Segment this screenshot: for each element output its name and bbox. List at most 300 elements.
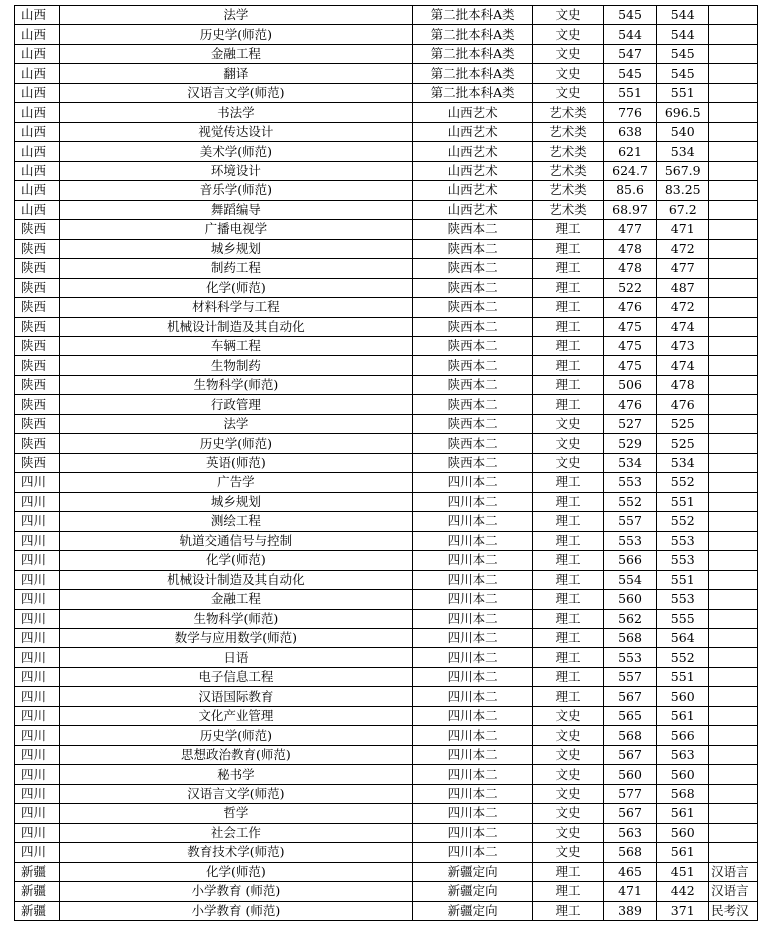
- max-score-cell: 527: [603, 414, 657, 433]
- major-cell: 汉语国际教育: [59, 687, 412, 706]
- province-cell: 四川: [15, 667, 60, 686]
- table-row: [15, 531, 758, 550]
- category-cell: 理工: [533, 220, 603, 239]
- batch-cell: 山西艺术: [412, 161, 532, 180]
- note-cell: [709, 765, 758, 784]
- note-cell: [709, 181, 758, 200]
- note-cell: [709, 220, 758, 239]
- batch-cell: 陕西本二: [412, 298, 532, 317]
- batch-cell: 山西艺术: [412, 122, 532, 141]
- major-cell: 行政管理: [59, 395, 412, 414]
- major-cell: 城乡规划: [59, 492, 412, 511]
- min-score-cell: 471: [657, 220, 709, 239]
- province-cell: 陕西: [15, 278, 60, 297]
- max-score-cell: 621: [603, 142, 657, 161]
- min-score-cell: 564: [657, 629, 709, 648]
- max-score-cell: 534: [603, 453, 657, 472]
- max-score-cell: 478: [603, 239, 657, 258]
- batch-cell: 新疆定向: [412, 862, 532, 881]
- min-score-cell: 563: [657, 745, 709, 764]
- province-cell: 新疆: [15, 901, 60, 920]
- batch-cell: 陕西本二: [412, 336, 532, 355]
- min-score-cell: 561: [657, 804, 709, 823]
- province-cell: 四川: [15, 784, 60, 803]
- category-cell: 文史: [533, 64, 603, 83]
- batch-cell: 陕西本二: [412, 414, 532, 433]
- category-cell: 文史: [533, 44, 603, 63]
- table-row: [15, 336, 758, 355]
- category-cell: 文史: [533, 823, 603, 842]
- category-cell: 文史: [533, 784, 603, 803]
- note-cell: [709, 551, 758, 570]
- max-score-cell: 568: [603, 843, 657, 862]
- max-score-cell: 475: [603, 356, 657, 375]
- table-row: [15, 706, 758, 725]
- max-score-cell: 529: [603, 434, 657, 453]
- note-cell: [709, 667, 758, 686]
- batch-cell: 四川本二: [412, 531, 532, 550]
- note-cell: [709, 590, 758, 609]
- table-row: [15, 122, 758, 141]
- min-score-cell: 553: [657, 590, 709, 609]
- category-cell: 文史: [533, 765, 603, 784]
- min-score-cell: 83.25: [657, 181, 709, 200]
- batch-cell: 陕西本二: [412, 356, 532, 375]
- category-cell: 理工: [533, 492, 603, 511]
- max-score-cell: 554: [603, 570, 657, 589]
- note-cell: [709, 492, 758, 511]
- note-cell: [709, 745, 758, 764]
- min-score-cell: 553: [657, 531, 709, 550]
- note-cell: [709, 784, 758, 803]
- province-cell: 四川: [15, 765, 60, 784]
- category-cell: 理工: [533, 278, 603, 297]
- min-score-cell: 545: [657, 64, 709, 83]
- table-row: [15, 901, 758, 920]
- min-score-cell: 442: [657, 882, 709, 901]
- major-cell: 历史学(师范): [59, 25, 412, 44]
- batch-cell: 四川本二: [412, 726, 532, 745]
- batch-cell: 四川本二: [412, 706, 532, 725]
- table-row: [15, 512, 758, 531]
- max-score-cell: 471: [603, 882, 657, 901]
- min-score-cell: 540: [657, 122, 709, 141]
- major-cell: 思想政治教育(师范): [59, 745, 412, 764]
- batch-cell: 新疆定向: [412, 901, 532, 920]
- max-score-cell: 522: [603, 278, 657, 297]
- table-row: [15, 843, 758, 862]
- category-cell: 理工: [533, 609, 603, 628]
- batch-cell: 山西艺术: [412, 103, 532, 122]
- max-score-cell: 551: [603, 83, 657, 102]
- max-score-cell: 545: [603, 6, 657, 25]
- max-score-cell: 476: [603, 298, 657, 317]
- major-cell: 广播电视学: [59, 220, 412, 239]
- batch-cell: 陕西本二: [412, 375, 532, 394]
- major-cell: 生物科学(师范): [59, 375, 412, 394]
- note-cell: [709, 609, 758, 628]
- min-score-cell: 67.2: [657, 200, 709, 219]
- batch-cell: 四川本二: [412, 492, 532, 511]
- min-score-cell: 551: [657, 492, 709, 511]
- province-cell: 山西: [15, 181, 60, 200]
- min-score-cell: 472: [657, 298, 709, 317]
- table-row: [15, 609, 758, 628]
- batch-cell: 陕西本二: [412, 259, 532, 278]
- max-score-cell: 553: [603, 473, 657, 492]
- table-row: [15, 823, 758, 842]
- max-score-cell: 475: [603, 317, 657, 336]
- batch-cell: 四川本二: [412, 609, 532, 628]
- min-score-cell: 534: [657, 142, 709, 161]
- table-body: [15, 6, 758, 921]
- batch-cell: 陕西本二: [412, 239, 532, 258]
- min-score-cell: 371: [657, 901, 709, 920]
- category-cell: 文史: [533, 843, 603, 862]
- major-cell: 英语(师范): [59, 453, 412, 472]
- batch-cell: 四川本二: [412, 687, 532, 706]
- batch-cell: 四川本二: [412, 745, 532, 764]
- max-score-cell: 567: [603, 687, 657, 706]
- category-cell: 理工: [533, 570, 603, 589]
- province-cell: 陕西: [15, 375, 60, 394]
- province-cell: 陕西: [15, 414, 60, 433]
- category-cell: 文史: [533, 6, 603, 25]
- batch-cell: 新疆定向: [412, 882, 532, 901]
- min-score-cell: 551: [657, 667, 709, 686]
- max-score-cell: 563: [603, 823, 657, 842]
- province-cell: 陕西: [15, 395, 60, 414]
- min-score-cell: 525: [657, 414, 709, 433]
- province-cell: 陕西: [15, 259, 60, 278]
- max-score-cell: 545: [603, 64, 657, 83]
- major-cell: 化学(师范): [59, 862, 412, 881]
- province-cell: 陕西: [15, 220, 60, 239]
- major-cell: 化学(师范): [59, 278, 412, 297]
- min-score-cell: 560: [657, 823, 709, 842]
- major-cell: 视觉传达设计: [59, 122, 412, 141]
- max-score-cell: 577: [603, 784, 657, 803]
- province-cell: 四川: [15, 629, 60, 648]
- major-cell: 生物制药: [59, 356, 412, 375]
- major-cell: 舞蹈编导: [59, 200, 412, 219]
- major-cell: 法学: [59, 6, 412, 25]
- batch-cell: 陕西本二: [412, 434, 532, 453]
- max-score-cell: 562: [603, 609, 657, 628]
- note-cell: [709, 142, 758, 161]
- major-cell: 金融工程: [59, 44, 412, 63]
- max-score-cell: 568: [603, 629, 657, 648]
- max-score-cell: 560: [603, 590, 657, 609]
- province-cell: 山西: [15, 83, 60, 102]
- note-cell: [709, 453, 758, 472]
- note-cell: [709, 629, 758, 648]
- category-cell: 艺术类: [533, 103, 603, 122]
- table-row: [15, 629, 758, 648]
- table-row: [15, 804, 758, 823]
- min-score-cell: 451: [657, 862, 709, 881]
- category-cell: 艺术类: [533, 200, 603, 219]
- table-row: [15, 784, 758, 803]
- table-row: [15, 64, 758, 83]
- category-cell: 艺术类: [533, 142, 603, 161]
- province-cell: 四川: [15, 609, 60, 628]
- major-cell: 化学(师范): [59, 551, 412, 570]
- min-score-cell: 552: [657, 473, 709, 492]
- province-cell: 山西: [15, 103, 60, 122]
- table-row: [15, 453, 758, 472]
- batch-cell: 四川本二: [412, 667, 532, 686]
- note-cell: [709, 200, 758, 219]
- table-row: [15, 726, 758, 745]
- batch-cell: 第二批本科A类: [412, 6, 532, 25]
- major-cell: 环境设计: [59, 161, 412, 180]
- major-cell: 轨道交通信号与控制: [59, 531, 412, 550]
- table-row: [15, 83, 758, 102]
- category-cell: 理工: [533, 882, 603, 901]
- batch-cell: 陕西本二: [412, 220, 532, 239]
- min-score-cell: 545: [657, 44, 709, 63]
- province-cell: 四川: [15, 843, 60, 862]
- batch-cell: 陕西本二: [412, 395, 532, 414]
- category-cell: 文史: [533, 745, 603, 764]
- category-cell: 理工: [533, 862, 603, 881]
- province-cell: 陕西: [15, 317, 60, 336]
- province-cell: 山西: [15, 161, 60, 180]
- min-score-cell: 477: [657, 259, 709, 278]
- major-cell: 广告学: [59, 473, 412, 492]
- table-row: [15, 473, 758, 492]
- note-cell: [709, 804, 758, 823]
- province-cell: 四川: [15, 570, 60, 589]
- major-cell: 车辆工程: [59, 336, 412, 355]
- category-cell: 理工: [533, 551, 603, 570]
- note-cell: [709, 356, 758, 375]
- note-cell: 汉语言: [709, 882, 758, 901]
- note-cell: [709, 161, 758, 180]
- province-cell: 山西: [15, 64, 60, 83]
- batch-cell: 四川本二: [412, 843, 532, 862]
- max-score-cell: 553: [603, 648, 657, 667]
- province-cell: 山西: [15, 44, 60, 63]
- note-cell: 汉语言: [709, 862, 758, 881]
- category-cell: 文史: [533, 726, 603, 745]
- note-cell: 民考汉: [709, 901, 758, 920]
- province-cell: 四川: [15, 823, 60, 842]
- major-cell: 历史学(师范): [59, 726, 412, 745]
- province-cell: 陕西: [15, 453, 60, 472]
- major-cell: 制药工程: [59, 259, 412, 278]
- category-cell: 理工: [533, 687, 603, 706]
- min-score-cell: 478: [657, 375, 709, 394]
- province-cell: 四川: [15, 726, 60, 745]
- max-score-cell: 624.7: [603, 161, 657, 180]
- note-cell: [709, 843, 758, 862]
- max-score-cell: 567: [603, 804, 657, 823]
- table-row: [15, 395, 758, 414]
- major-cell: 材料科学与工程: [59, 298, 412, 317]
- batch-cell: 四川本二: [412, 823, 532, 842]
- batch-cell: 山西艺术: [412, 181, 532, 200]
- table-row: [15, 44, 758, 63]
- min-score-cell: 566: [657, 726, 709, 745]
- table-row: [15, 25, 758, 44]
- max-score-cell: 568: [603, 726, 657, 745]
- category-cell: 艺术类: [533, 122, 603, 141]
- category-cell: 理工: [533, 901, 603, 920]
- category-cell: 文史: [533, 434, 603, 453]
- min-score-cell: 568: [657, 784, 709, 803]
- note-cell: [709, 531, 758, 550]
- table-row: [15, 200, 758, 219]
- note-cell: [709, 103, 758, 122]
- min-score-cell: 560: [657, 687, 709, 706]
- major-cell: 汉语言文学(师范): [59, 83, 412, 102]
- note-cell: [709, 278, 758, 297]
- max-score-cell: 565: [603, 706, 657, 725]
- province-cell: 四川: [15, 706, 60, 725]
- table-row: [15, 590, 758, 609]
- note-cell: [709, 6, 758, 25]
- category-cell: 理工: [533, 239, 603, 258]
- note-cell: [709, 648, 758, 667]
- table-row: [15, 356, 758, 375]
- province-cell: 四川: [15, 745, 60, 764]
- table-row: [15, 298, 758, 317]
- table-row: [15, 648, 758, 667]
- major-cell: 音乐学(师范): [59, 181, 412, 200]
- batch-cell: 陕西本二: [412, 317, 532, 336]
- category-cell: 理工: [533, 629, 603, 648]
- table-row: [15, 259, 758, 278]
- max-score-cell: 465: [603, 862, 657, 881]
- province-cell: 四川: [15, 492, 60, 511]
- max-score-cell: 560: [603, 765, 657, 784]
- province-cell: 四川: [15, 804, 60, 823]
- table-row: [15, 220, 758, 239]
- min-score-cell: 473: [657, 336, 709, 355]
- major-cell: 文化产业管理: [59, 706, 412, 725]
- major-cell: 日语: [59, 648, 412, 667]
- note-cell: [709, 64, 758, 83]
- min-score-cell: 555: [657, 609, 709, 628]
- min-score-cell: 552: [657, 512, 709, 531]
- major-cell: 测绘工程: [59, 512, 412, 531]
- province-cell: 新疆: [15, 882, 60, 901]
- province-cell: 新疆: [15, 862, 60, 881]
- category-cell: 文史: [533, 414, 603, 433]
- table-row: [15, 161, 758, 180]
- category-cell: 理工: [533, 395, 603, 414]
- major-cell: 美术学(师范): [59, 142, 412, 161]
- note-cell: [709, 375, 758, 394]
- major-cell: 哲学: [59, 804, 412, 823]
- min-score-cell: 567.9: [657, 161, 709, 180]
- table-row: [15, 687, 758, 706]
- note-cell: [709, 336, 758, 355]
- province-cell: 山西: [15, 200, 60, 219]
- min-score-cell: 544: [657, 6, 709, 25]
- max-score-cell: 776: [603, 103, 657, 122]
- table-row: [15, 414, 758, 433]
- major-cell: 教育技术学(师范): [59, 843, 412, 862]
- max-score-cell: 557: [603, 667, 657, 686]
- table-row: [15, 142, 758, 161]
- max-score-cell: 85.6: [603, 181, 657, 200]
- min-score-cell: 551: [657, 83, 709, 102]
- major-cell: 生物科学(师范): [59, 609, 412, 628]
- category-cell: 文史: [533, 804, 603, 823]
- min-score-cell: 474: [657, 317, 709, 336]
- note-cell: [709, 317, 758, 336]
- min-score-cell: 544: [657, 25, 709, 44]
- table-row: [15, 239, 758, 258]
- province-cell: 山西: [15, 142, 60, 161]
- batch-cell: 四川本二: [412, 570, 532, 589]
- major-cell: 法学: [59, 414, 412, 433]
- category-cell: 理工: [533, 512, 603, 531]
- table-row: [15, 181, 758, 200]
- note-cell: [709, 687, 758, 706]
- category-cell: 理工: [533, 375, 603, 394]
- table-row: [15, 862, 758, 881]
- province-cell: 四川: [15, 531, 60, 550]
- min-score-cell: 551: [657, 570, 709, 589]
- major-cell: 翻译: [59, 64, 412, 83]
- table-row: [15, 492, 758, 511]
- min-score-cell: 476: [657, 395, 709, 414]
- table-row: [15, 317, 758, 336]
- note-cell: [709, 25, 758, 44]
- batch-cell: 陕西本二: [412, 278, 532, 297]
- province-cell: 山西: [15, 122, 60, 141]
- province-cell: 陕西: [15, 239, 60, 258]
- max-score-cell: 547: [603, 44, 657, 63]
- min-score-cell: 560: [657, 765, 709, 784]
- category-cell: 文史: [533, 706, 603, 725]
- major-cell: 书法学: [59, 103, 412, 122]
- major-cell: 数学与应用数学(师范): [59, 629, 412, 648]
- batch-cell: 四川本二: [412, 784, 532, 803]
- major-cell: 历史学(师范): [59, 434, 412, 453]
- note-cell: [709, 298, 758, 317]
- batch-cell: 山西艺术: [412, 200, 532, 219]
- max-score-cell: 544: [603, 25, 657, 44]
- category-cell: 艺术类: [533, 161, 603, 180]
- category-cell: 理工: [533, 336, 603, 355]
- batch-cell: 四川本二: [412, 551, 532, 570]
- batch-cell: 四川本二: [412, 648, 532, 667]
- batch-cell: 四川本二: [412, 590, 532, 609]
- province-cell: 四川: [15, 473, 60, 492]
- category-cell: 理工: [533, 667, 603, 686]
- category-cell: 理工: [533, 590, 603, 609]
- table-row: [15, 551, 758, 570]
- category-cell: 理工: [533, 648, 603, 667]
- batch-cell: 山西艺术: [412, 142, 532, 161]
- province-cell: 陕西: [15, 336, 60, 355]
- province-cell: 陕西: [15, 434, 60, 453]
- min-score-cell: 525: [657, 434, 709, 453]
- province-cell: 四川: [15, 551, 60, 570]
- category-cell: 艺术类: [533, 181, 603, 200]
- province-cell: 山西: [15, 25, 60, 44]
- max-score-cell: 506: [603, 375, 657, 394]
- province-cell: 陕西: [15, 298, 60, 317]
- batch-cell: 四川本二: [412, 512, 532, 531]
- table-row: [15, 667, 758, 686]
- major-cell: 秘书学: [59, 765, 412, 784]
